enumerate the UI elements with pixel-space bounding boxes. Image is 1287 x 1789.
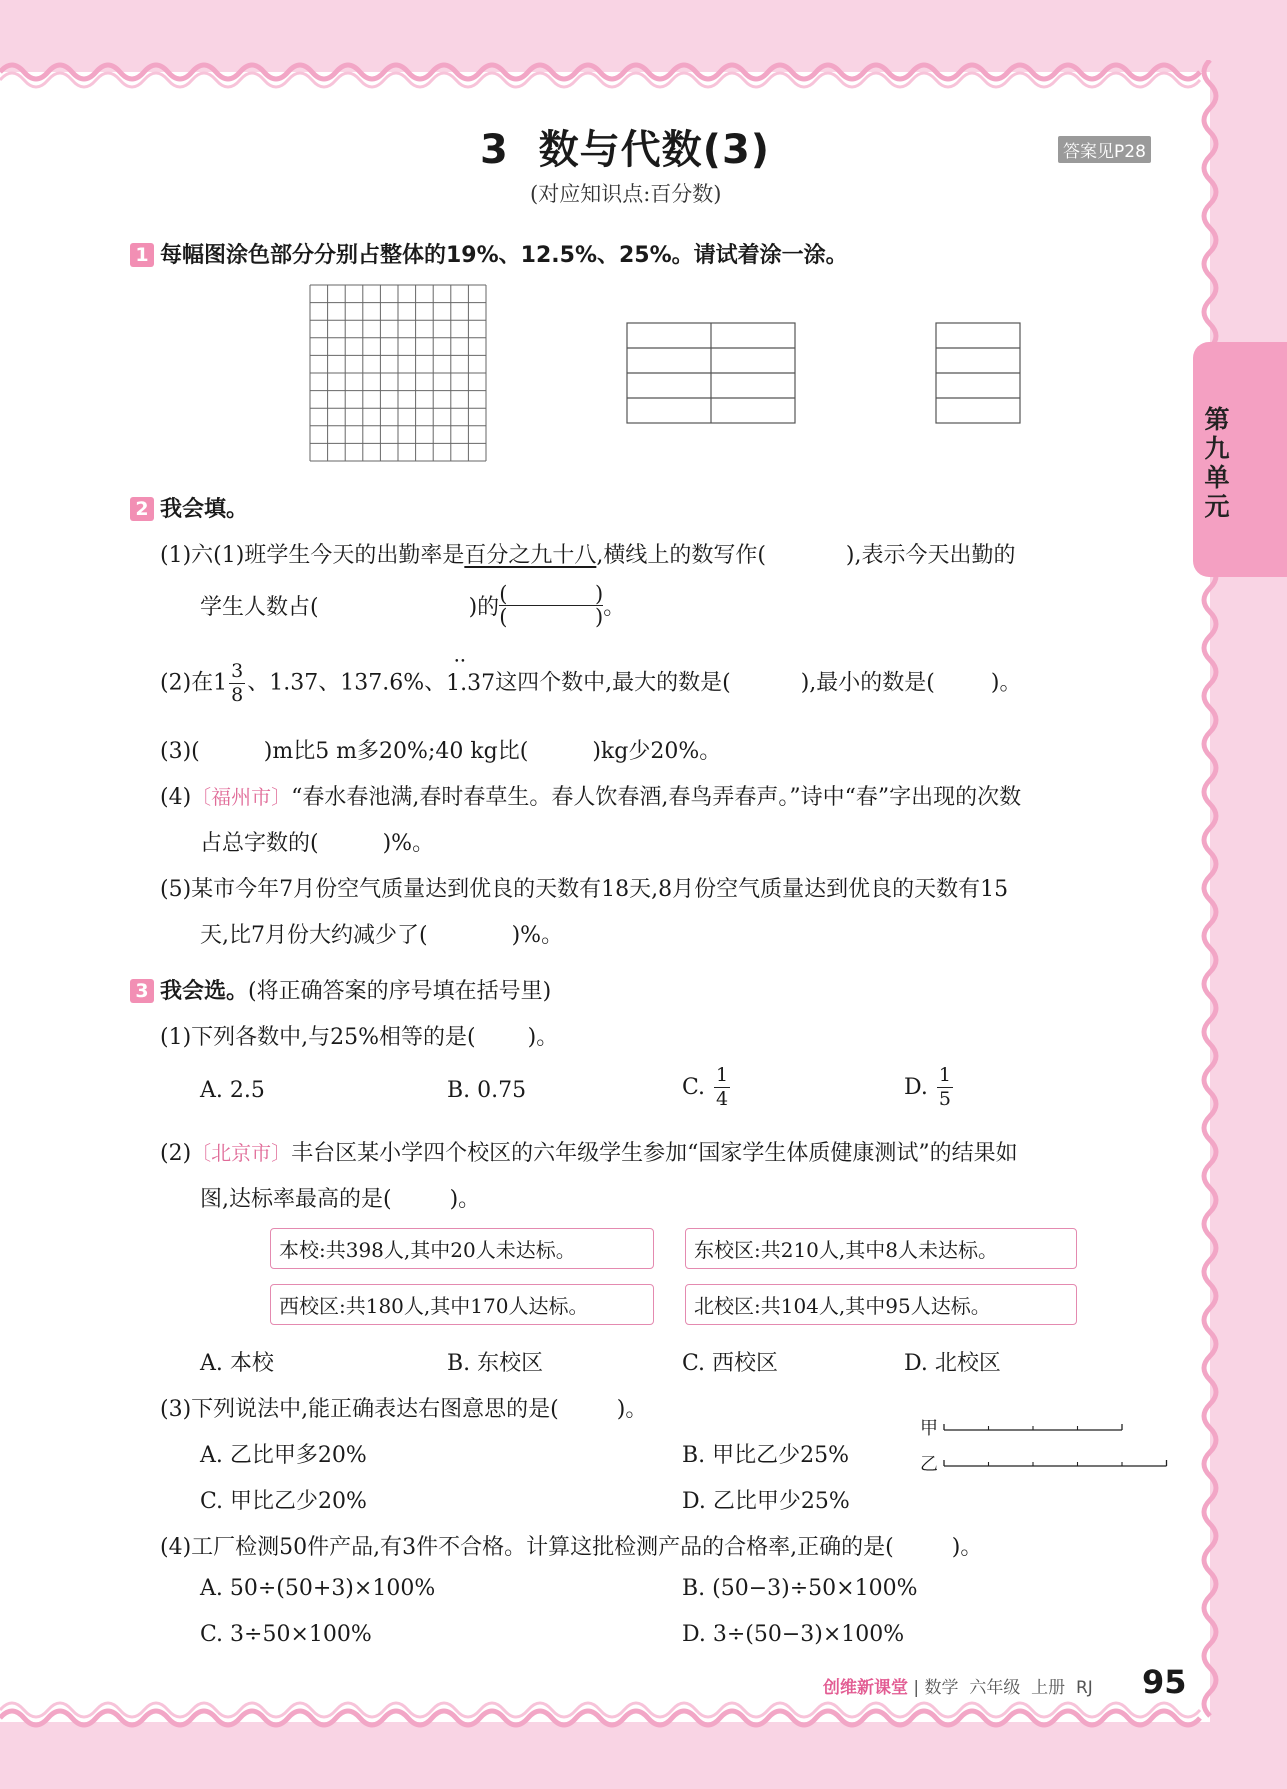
page-number: 95 bbox=[1142, 1663, 1187, 1701]
q2-1-text-c: ),表示今天出勤的 bbox=[845, 543, 1016, 568]
q3-1-line bbox=[160, 1020, 558, 1051]
section-2-text: 我会填。 bbox=[160, 497, 249, 522]
footer-info bbox=[823, 1673, 1093, 1698]
section-1-text: 每幅图涂色部分分别占整体的19%、12.5%、25%。请试着涂一涂。 bbox=[160, 243, 848, 268]
q3-3-line bbox=[160, 1392, 647, 1423]
q3-1-option-b[interactable]: B. 0.75 bbox=[447, 1078, 527, 1103]
q2-5-line-b bbox=[200, 918, 563, 949]
q2-2-repeating-decimal: • • 1.37 bbox=[446, 671, 495, 696]
segment-lines bbox=[942, 1412, 1176, 1472]
section-3-note: (将正确答案的序号填在括号里) bbox=[248, 979, 552, 1004]
segment-label-yi: 乙 bbox=[920, 1454, 938, 1475]
q2-2-text-b: 、1.37、137.6%、 bbox=[247, 670, 447, 696]
q3-2-line-a bbox=[160, 1136, 1018, 1167]
q3-1-c-den: 4 bbox=[716, 1088, 729, 1110]
q3-1-option-d[interactable] bbox=[904, 1066, 955, 1109]
school-box-west: 西校区:共180人,其中170人达标。 bbox=[270, 1284, 654, 1325]
q3-3-option-d[interactable]: D. 乙比甲少25% bbox=[682, 1489, 850, 1514]
q3-3-option-a[interactable]: A. 乙比甲多20% bbox=[200, 1443, 367, 1468]
segment-diagram bbox=[916, 1412, 1176, 1475]
q2-4-line-b bbox=[200, 826, 434, 857]
q3-3-text: (3)下列说法中,能正确表达右图意思的是( bbox=[160, 1397, 559, 1422]
grid-10x10-figure[interactable] bbox=[309, 284, 489, 464]
segment-label-jia: 甲 bbox=[920, 1418, 938, 1439]
q2-4-text-c: 占总字数的( bbox=[200, 831, 319, 856]
frac-den-rp: ) bbox=[594, 605, 604, 630]
q3-4-text: (4)工厂检测50件产品,有3件不合格。计算这批检测产品的合格率,正确的是( bbox=[160, 1535, 894, 1560]
footer-book-info: 数学 六年级 上册 RJ bbox=[924, 1678, 1093, 1698]
section-2-number: 2 bbox=[130, 497, 154, 521]
page-title: 3 数与代数(3) bbox=[480, 127, 771, 173]
rect-4-parts-figure[interactable] bbox=[935, 322, 1023, 426]
q2-2-text-a: (2)在1 bbox=[160, 670, 228, 696]
q2-3-text-a: (3)( bbox=[160, 739, 200, 764]
q3-1-option-d-fraction bbox=[937, 1066, 953, 1109]
q2-3-text-b: )m比5 m多20%;40 kg比( bbox=[263, 739, 529, 764]
q3-1-option-c[interactable] bbox=[682, 1066, 732, 1109]
rect-8-parts-figure[interactable] bbox=[626, 322, 798, 426]
footer-separator: | bbox=[913, 1678, 920, 1698]
q2-2-frac-den: 8 bbox=[231, 684, 244, 706]
q2-4-text-a: (4) bbox=[160, 785, 192, 810]
q3-4-option-c[interactable]: C. 3÷50×100% bbox=[200, 1622, 372, 1647]
q2-5-text-a: (5)某市今年7月份空气质量达到优良的天数有18天,8月份空气质量达到优良的天数有15 bbox=[160, 877, 1009, 902]
q3-4-text-end: )。 bbox=[951, 1535, 983, 1560]
q3-1-c-num: 1 bbox=[716, 1064, 729, 1086]
q3-4-line bbox=[160, 1530, 982, 1561]
q2-5-text-b: 天,比7月份大约减少了( bbox=[200, 923, 428, 948]
q3-2-text-d: )。 bbox=[449, 1187, 481, 1212]
q3-2-option-c[interactable]: C. 西校区 bbox=[682, 1351, 779, 1376]
q3-2-option-b[interactable]: B. 东校区 bbox=[447, 1351, 544, 1376]
school-box-north: 北校区:共104人,其中95人达标。 bbox=[685, 1284, 1077, 1325]
q2-3-line bbox=[160, 734, 721, 765]
q2-2-text-c: 这四个数中,最大的数是( bbox=[495, 670, 731, 696]
section-1-heading bbox=[130, 238, 848, 269]
q3-4-option-a[interactable]: A. 50÷(50+3)×100% bbox=[200, 1576, 436, 1601]
q3-3-text-end: )。 bbox=[616, 1397, 648, 1422]
frac-den-lp: ( bbox=[499, 605, 508, 630]
section-3-number: 3 bbox=[130, 979, 154, 1003]
q2-2-line bbox=[160, 662, 1021, 705]
frac-num-lp: ( bbox=[499, 582, 508, 606]
q3-3-option-c[interactable]: C. 甲比乙少20% bbox=[200, 1489, 367, 1514]
section-1-number: 1 bbox=[130, 243, 154, 267]
q2-1-line-b bbox=[200, 583, 625, 628]
bottom-wave-border bbox=[0, 1700, 1210, 1740]
q2-1-text-f: 。 bbox=[603, 595, 626, 621]
q3-2-text-c: 图,达标率最高的是( bbox=[200, 1187, 392, 1212]
q2-2-text-d: ),最小的数是( bbox=[800, 670, 935, 696]
q2-2-text-e: )。 bbox=[990, 670, 1022, 696]
q3-1-option-c-fraction bbox=[714, 1066, 730, 1109]
footer-brand: 创维新课堂 bbox=[823, 1678, 908, 1698]
q2-4-text-b: “春水春池满,春时春草生。春人饮春酒,春鸟弄春声。”诗中“春”字出现的次数 bbox=[291, 785, 1022, 810]
q2-2-frac-num: 3 bbox=[231, 660, 244, 682]
q3-1-option-a[interactable]: A. 2.5 bbox=[200, 1078, 265, 1103]
q2-1-text-a: (1)六(1)班学生今天的出勤率是 bbox=[160, 543, 465, 568]
q3-1-d-num: 1 bbox=[938, 1064, 951, 1086]
q2-1-text-e: )的 bbox=[468, 595, 500, 621]
q3-1-text: (1)下列各数中,与25%相等的是( bbox=[160, 1025, 476, 1050]
section-3-heading bbox=[130, 974, 551, 1005]
q3-2-text-a: (2) bbox=[160, 1141, 192, 1166]
school-box-main: 本校:共398人,其中20人未达标。 bbox=[270, 1228, 654, 1269]
q2-4-text-d: )%。 bbox=[382, 831, 435, 856]
frac-num-rp: ) bbox=[594, 582, 604, 606]
section-2-heading bbox=[130, 492, 248, 523]
q2-3-text-c: )kg少20%。 bbox=[592, 739, 722, 764]
q3-3-option-b[interactable]: B. 甲比乙少25% bbox=[682, 1443, 850, 1468]
q3-1-option-c-letter: C. bbox=[682, 1075, 706, 1100]
school-box-east: 东校区:共210人,其中8人未达标。 bbox=[685, 1228, 1077, 1269]
q2-1-line-a bbox=[160, 538, 1016, 569]
q2-1-fraction-blank[interactable] bbox=[499, 583, 603, 628]
q2-2-mixed-fraction bbox=[229, 662, 245, 705]
q3-4-option-d[interactable]: D. 3÷(50−3)×100% bbox=[682, 1622, 905, 1647]
q2-1-text-b: ,横线上的数写作( bbox=[596, 543, 766, 568]
q2-4-city-tag: 〔福州市〕 bbox=[191, 785, 292, 809]
top-wave-border bbox=[0, 50, 1210, 90]
q2-5-text-c: )%。 bbox=[511, 923, 564, 948]
answer-reference-badge: 答案见P28 bbox=[1058, 136, 1151, 163]
q2-1-text-d: 学生人数占( bbox=[200, 595, 319, 621]
q3-2-option-a[interactable]: A. 本校 bbox=[200, 1351, 274, 1376]
q2-1-underlined: 百分之九十八 bbox=[464, 543, 597, 568]
q2-4-line-a bbox=[160, 780, 1021, 811]
unit-side-tab-label: 第九单元 bbox=[1204, 405, 1230, 521]
q2-5-line-a bbox=[160, 872, 1008, 903]
q3-2-line-b bbox=[200, 1182, 480, 1213]
q3-1-option-d-letter: D. bbox=[904, 1075, 928, 1100]
q3-1-text-end: )。 bbox=[527, 1025, 559, 1050]
q3-4-option-b[interactable]: B. (50−3)÷50×100% bbox=[682, 1576, 918, 1601]
q3-2-text-b: 丰台区某小学四个校区的六年级学生参加“国家学生体质健康测试”的结果如 bbox=[291, 1141, 1018, 1166]
page-subtitle: (对应知识点:百分数) bbox=[530, 182, 722, 206]
section-3-text: 我会选。 bbox=[160, 979, 249, 1004]
right-wave-border bbox=[1195, 60, 1225, 1720]
q3-1-d-den: 5 bbox=[938, 1088, 951, 1110]
q3-2-option-d[interactable]: D. 北校区 bbox=[904, 1351, 1001, 1376]
q3-2-city-tag: 〔北京市〕 bbox=[191, 1141, 292, 1165]
